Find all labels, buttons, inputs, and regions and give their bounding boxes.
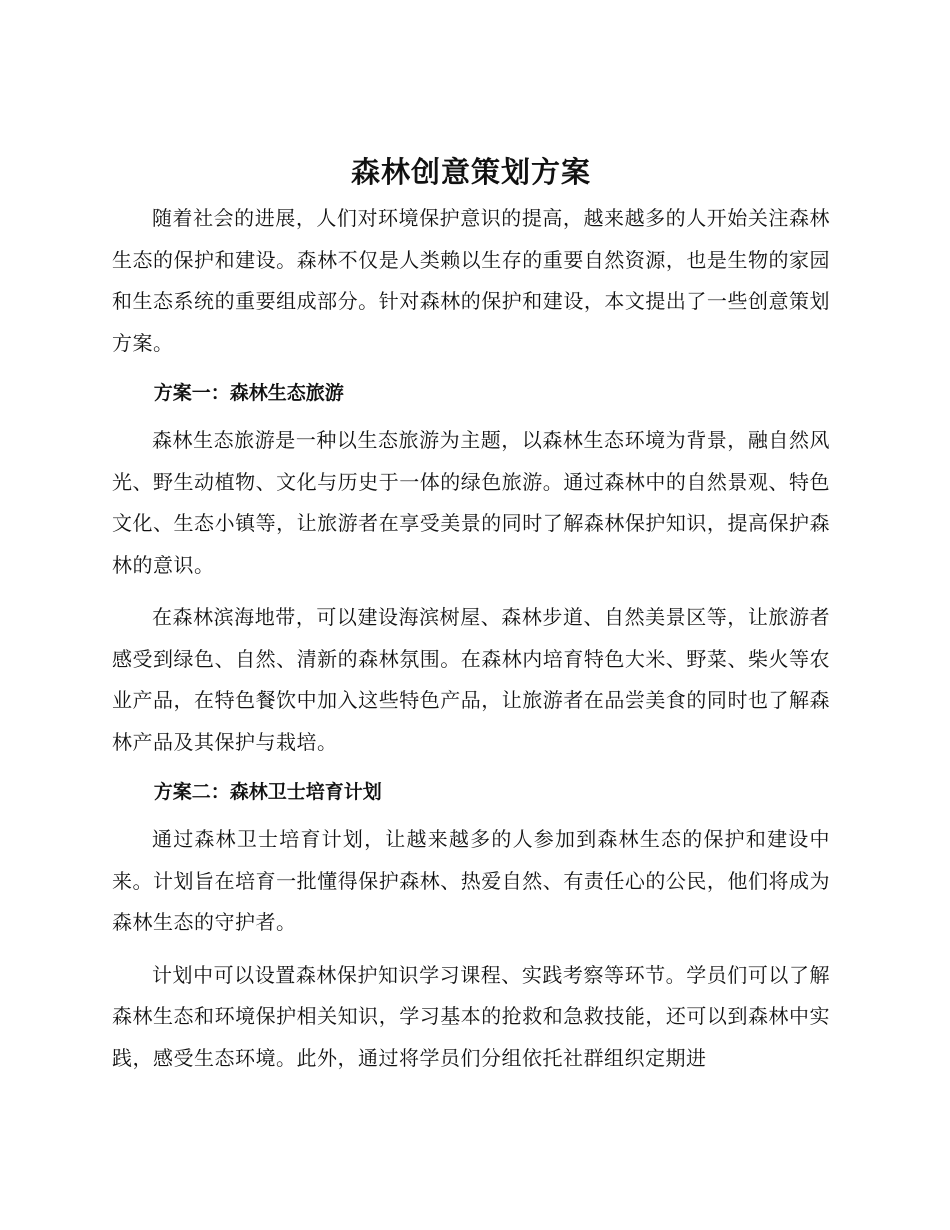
section-1-paragraph-2: 在森林滨海地带，可以建设海滨树屋、森林步道、自然美景区等，让旅游者感受到绿色、自然、清新的森林氛围。在森林内培育特色大米、野菜、柴火等农业产品，在特色餐饮中加入这些特色产品，让旅游者在品尝美食的同时也了解森林产品及其保护与栽培。 [112, 605, 830, 754]
section-2-paragraph-1: 通过森林卫士培育计划，让越来越多的人参加到森林生态的保护和建设中来。计划旨在培育一批懂得保护森林、热爱自然、有责任心的公民，他们将成为森林生态的守护者。 [112, 827, 830, 934]
document-title: 森林创意策划方案 [350, 155, 591, 189]
section-1-heading: 方案一：森林生态旅游 [153, 382, 344, 404]
intro-paragraph: 随着社会的进展，人们对环境保护意识的提高，越来越多的人开始关注森林生态的保护和建设。森林不仅是人类赖以生存的重要自然资源，也是生物的家园和生态系统的重要组成部分。针对森林的保护和建设，本文提出了一些创意策划方案。 [112, 206, 830, 355]
section-2-heading: 方案二：森林卫士培育计划 [153, 781, 382, 803]
section-2-paragraph-2: 计划中可以设置森林保护知识学习课程、实践考察等环节。学员们可以了解森林生态和环境保护相关知识，学习基本的抢救和急救技能，还可以到森林中实践，感受生态环境。此外，通过将学员们分组依托社群组织定期进 [112, 962, 830, 1070]
document-page [112, 150, 830, 1079]
section-1-paragraph-1: 森林生态旅游是一种以生态旅游为主题，以森林生态环境为背景，融自然风光、野生动植物、文化与历史于一体的绿色旅游。通过森林中的自然景观、特色文化、生态小镇等，让旅游者在享受美景的同时了解森林保护知识，提高保护森林的意识。 [112, 428, 830, 577]
